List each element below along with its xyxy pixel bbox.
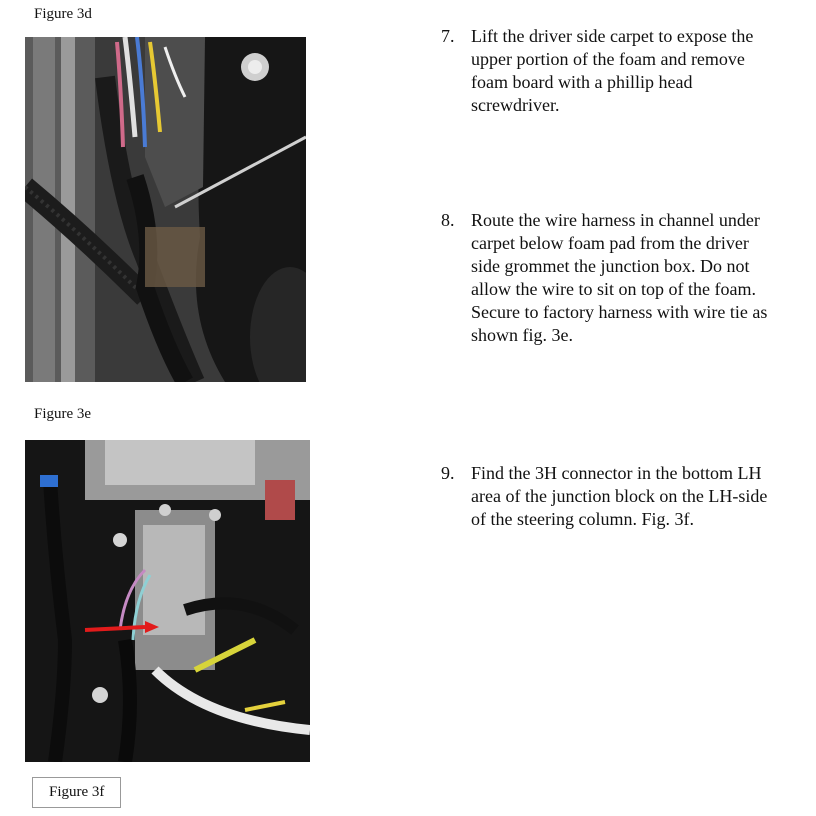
step-number: 8. [441, 210, 455, 230]
step-text [471, 209, 811, 347]
step-text-line: Route the wire harness in channel under [471, 210, 760, 230]
step-text-line: Secure to factory harness with wire tie as [471, 302, 768, 322]
step-text-line: upper portion of the foam and remove [471, 49, 745, 69]
step-number: 9. [441, 463, 455, 483]
step-text-line: foam board with a phillip head [471, 72, 693, 92]
step-text-line: Find the 3H connector in the bottom LH [471, 463, 762, 483]
step-text-line: Lift the driver side carpet to expose the [471, 26, 754, 46]
figure-3f-label: Figure 3f [32, 777, 121, 808]
figure-3e-label: Figure 3e [34, 406, 92, 422]
step-text-line: shown fig. 3e. [471, 325, 573, 345]
step-text-line: side grommet the junction box. Do not [471, 256, 750, 276]
step-text-line: allow the wire to sit on top of the foam. [471, 279, 756, 299]
instruction-step-8 [441, 209, 811, 347]
figure-3d-photo [25, 37, 306, 382]
step-text [471, 462, 811, 531]
step-number: 7. [441, 26, 455, 46]
step-text [471, 25, 811, 117]
step-text-line: carpet below foam pad from the driver [471, 233, 749, 253]
step-text-line: screwdriver. [471, 95, 560, 115]
instruction-step-9 [441, 462, 811, 531]
figure-3d-label: Figure 3d [34, 6, 92, 22]
step-text-line: area of the junction block on the LH-side [471, 486, 768, 506]
figure-3e-photo [25, 440, 310, 762]
instruction-step-7 [441, 25, 811, 117]
step-text-line: of the steering column. Fig. 3f. [471, 509, 694, 529]
